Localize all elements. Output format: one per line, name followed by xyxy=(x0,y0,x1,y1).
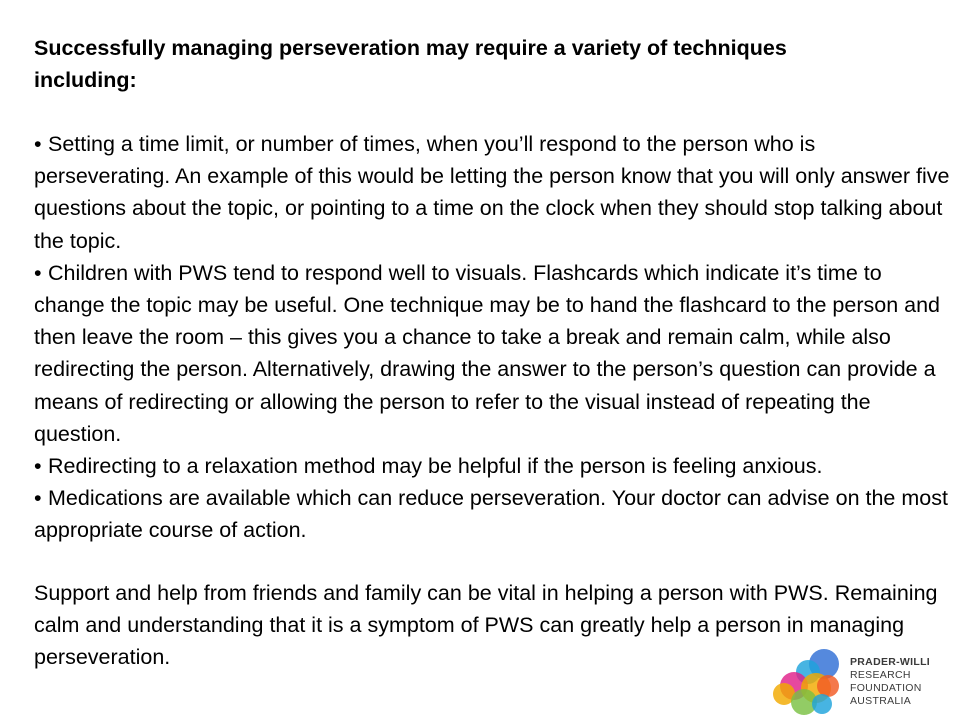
bullet-list xyxy=(34,128,952,547)
bullet-item xyxy=(34,257,952,450)
heading-line-2: including: xyxy=(34,68,137,92)
closing-paragraph: Support and help from friends and family can be vital in helping a person with PWS. Remaining calm and understanding that it is a symptom of PWS can greatly help a person in managing perseveration. xyxy=(34,581,938,670)
heading-line-1: Successfully managing perseveration may require a variety of techniques xyxy=(34,36,787,60)
logo-line-2: RESEARCH xyxy=(850,669,911,681)
logo-line-1: PRADER-WILLI xyxy=(850,656,931,668)
bullet-item xyxy=(34,482,952,546)
bullet-item xyxy=(34,128,952,257)
bullet-glyph: • xyxy=(34,132,42,156)
logo-line-4: AUSTRALIA xyxy=(850,695,912,707)
bullet-text: Medications are available which can reduce perseveration. Your doctor can advise on the most appropriate course of action. xyxy=(34,486,948,543)
logo-wordmark xyxy=(850,656,930,708)
logo-circle xyxy=(817,675,839,697)
bullet-item xyxy=(34,450,952,482)
foundation-logo xyxy=(770,648,940,716)
bullet-glyph: • xyxy=(34,454,42,479)
slide-heading xyxy=(34,32,934,96)
bullet-text: Setting a time limit, or number of times, when you’ll respond to the person who is perseverating. An example of this would be letting the person know that you will only answer five questions about the topic, or pointing to a time on the clock when they should stop talking about the topic. xyxy=(34,132,950,253)
logo-circle xyxy=(812,694,832,714)
overlapping-circles-logo-icon xyxy=(770,648,842,716)
bullet-glyph: • xyxy=(34,486,42,511)
bullet-text: Children with PWS tend to respond well to visuals. Flashcards which indicate it’s time to change the topic may be useful. One technique may be to hand the flashcard to the person and then leave the room – this gives you a chance to take a break and remain calm, while also redirecting the person. Alternatively, drawing the answer to the person’s question can provide a means of redirecting or allowing the person to refer to the visual instead of repeating the question. xyxy=(34,260,940,446)
logo-line-3: FOUNDATION xyxy=(850,682,922,694)
bullet-glyph: • xyxy=(34,260,42,285)
bullet-text: Redirecting to a relaxation method may be helpful if the person is feeling anxious. xyxy=(48,454,823,479)
